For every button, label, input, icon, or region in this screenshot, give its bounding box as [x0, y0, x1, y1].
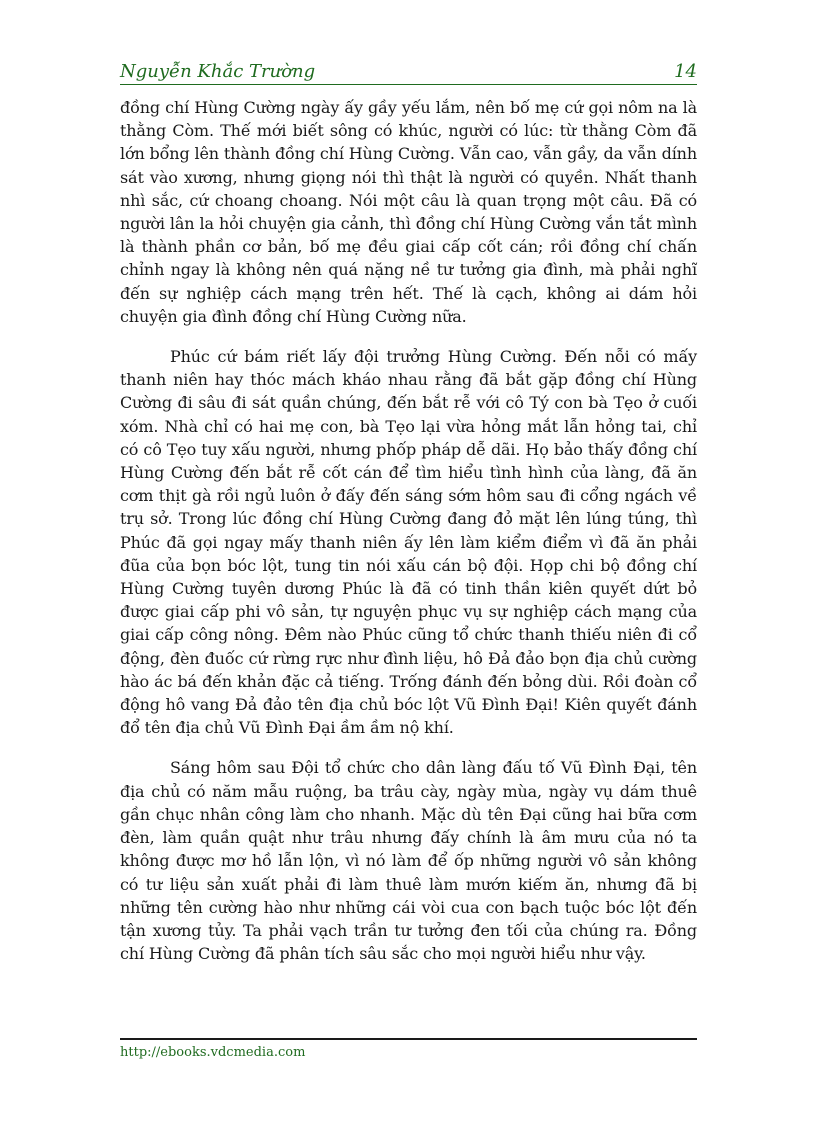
paragraph: Phúc cứ bám riết lấy đội trưởng Hùng Cường. Đến nỗi có mấy thanh niên hay thóc mách kháo nhau rằng đã bắt gặp đồng chí Hùng Cường đi sâu đi sát quần chúng, đến bắt rễ với cô Tý con bà Tẹo ở cuối xóm. Nhà chỉ có hai mẹ con, bà Tẹo lại vừa hỏng mắt lẫn hỏng tai, chỉ có cô Tẹo tuy xấu người, nhưng phốp pháp dễ dãi. Họ bảo thấy đồng chí Hùng Cường đến bắt rễ cốt cán để tìm hiểu tình hình của làng, đã ăn cơm thịt gà rồi ngủ luôn ở đấy đến sáng sớm hôm sau đi cổng ngách về trụ sở. Trong lúc đồng chí Hùng Cường đang đỏ mặt lên lúng túng, thì Phúc đã gọi ngay mấy thanh niên ấy lên làm kiểm điểm vì đã ăn phải đũa của bọn bóc lột, tung tin nói xấu cán bộ đội. Họp chi bộ đồng chí Hùng Cường tuyên dương Phúc là đã có tinh thần kiên quyết dứt bỏ được giai cấp phi vô sản, tự nguyện phục vụ sự nghiệp cách mạng của giai cấp công nông. Đêm nào Phúc cũng tổ chức thanh thiếu niên đi cổ động, đèn đuốc cứ rừng rực như đình liệu, hô Đả đảo bọn địa chủ cường hào ác bá đến khản đặc cả tiếng. Trống đánh đến bỏng dùi. Rồi đoàn cổ động hô vang Đả đảo tên địa chủ bóc lột Vũ Đình Đại! Kiên quyết đánh đổ tên địa chủ Vũ Đình Đại ầm ầm nộ khí. [120, 347, 697, 738]
footer-url[interactable]: http://ebooks.vdcmedia.com [120, 1045, 306, 1060]
header-page-number: 14 [674, 61, 697, 82]
footer-divider [120, 1038, 697, 1040]
paragraph-continued: đồng chí Hùng Cường ngày ấy gầy yếu lắm, nên bố mẹ cứ gọi nôm na là thằng Còm. Thế mới biết sông có khúc, người có lúc: từ thằng Còm đã lớn bổng lên thành đồng chí Hùng Cường. Vẫn cao, vẫn gầy, da vẫn dính sát vào xương, nhưng giọng nói thì thật là người có quyền. Nhất thanh nhì sắc, cứ choang choang. Nói một câu là quan trọng một câu. Đã có người lân la hỏi chuyện gia cảnh, thì đồng chí Hùng Cường vắn tắt mình là thành phần cơ bản, bố mẹ đều giai cấp cốt cán; rồi đồng chí chấn chỉnh ngay là không nên quá nặng nề tư tưởng gia đình, mà phải nghĩ đến sự nghiệp cách mạng trên hết. Thế là cạch, không ai dám hỏi chuyện gia đình đồng chí Hùng Cường nữa. [120, 98, 697, 326]
header-author: Nguyễn Khắc Trường [120, 61, 316, 82]
paragraph: Sáng hôm sau Đội tổ chức cho dân làng đấu tố Vũ Đình Đại, tên địa chủ có năm mẫu ruộng, ba trâu cày, ngày mùa, ngày vụ dám thuê gần chục nhân công làm cho nhanh. Mặc dù tên Đại cũng hai bữa cơm đèn, làm quần quật như trâu nhưng đấy chính là âm mưu của nó ta không được mơ hồ lẫn lộn, vì nó làm để ốp những người vô sản không có tư liệu sản xuất phải đi làm thuê làm mướn kiếm ăn, nhưng đã bị những tên cường hào như những cái vòi cua con bạch tuộc bóc lột đến tận xương tủy. Ta phải vạch trần tư tưởng đen tối của chúng ra. Đồng chí Hùng Cường đã phân tích sâu sắc cho mọi người hiểu như vậy. [120, 758, 697, 964]
page-header [120, 60, 697, 85]
body-text [120, 96, 697, 982]
